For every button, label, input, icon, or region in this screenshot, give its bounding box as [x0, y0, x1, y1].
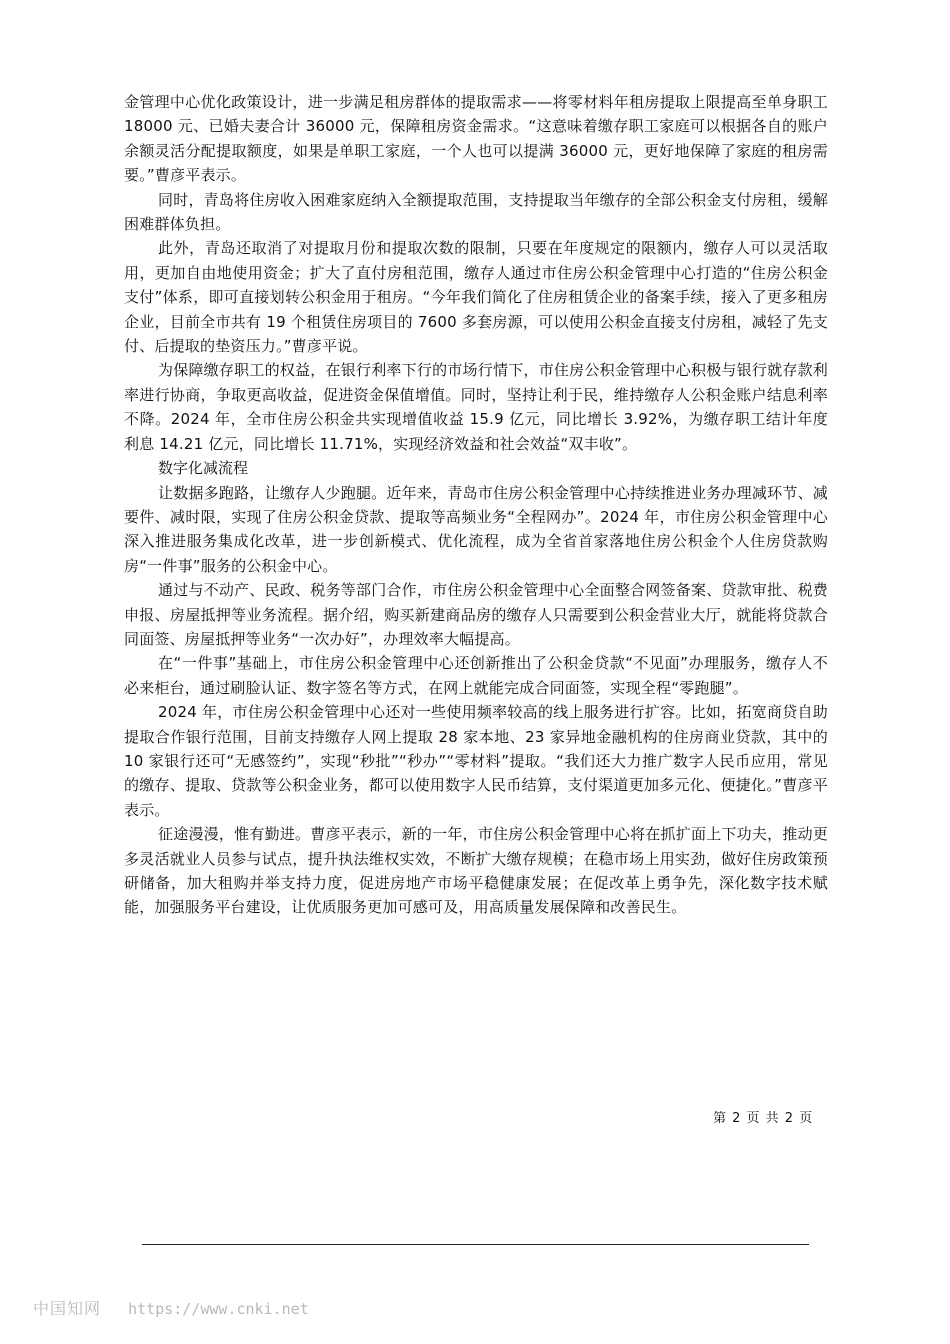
watermark: [33, 1296, 309, 1319]
paragraph: 同时，青岛将住房收入困难家庭纳入全额提取范围，支持提取当年缴存的全部公积金支付房租，缓解困难群体负担。: [124, 190, 828, 234]
paragraph: 2024 年，市住房公积金管理中心还对一些使用频率较高的线上服务进行扩容。比如，拓宽商贷自助提取合作银行范围，目前支持缴存人网上提取 28 家本地、23 家异地金融机构的住房商业贷款，其中的 10 家银行还可“无感签约”，实现“秒批”“秒办”“零材料”提取。“我们还大力推广数字人民币应用，常见的缴存、提取、贷款等公积金业务，都可以使用数字人民币结算，支付渠道更加多元化、便捷化。”曹彦平表示。: [124, 703, 828, 819]
paragraph: 此外，青岛还取消了对提取月份和提取次数的限制，只要在年度规定的限额内，缴存人可以灵活取用，更加自由地使用资金；扩大了直付房租范围，缴存人通过市住房公积金管理中心打造的“住房公积金支付”体系，即可直接划转公积金用于租房。“今年我们简化了住房租赁企业的备案手续，接入了更多租房企业，目前全市共有 19 个租赁住房项目的 7600 多套房源，可以使用公积金直接支付房租，减轻了先支付、后提取的垫资压力。”曹彦平说。: [124, 239, 828, 356]
paragraph: 在“一件事”基础上，市住房公积金管理中心还创新推出了公积金贷款“不见面”办理服务，缴存人不必来柜台，通过刷脸认证、数字签名等方式，在网上就能完成合同面签，实现全程“零跑腿”。: [124, 654, 828, 697]
paragraph: 让数据多跑路，让缴存人少跑腿。近年来，青岛市住房公积金管理中心持续推进业务办理减环节、减要件、减时限，实现了住房公积金贷款、提取等高频业务“全程网办”。2024 年，市住房公积金管理中心深入推进服务集成化改革，进一步创新模式、优化流程，成为全省首家落地住房公积金个人住房贷款购房“一件事”服务的公积金中心。: [124, 483, 828, 575]
paragraph: 征途漫漫，惟有勤进。曹彦平表示，新的一年，市住房公积金管理中心将在抓扩面上下功夫，推动更多灵活就业人员参与试点，提升执法维权实效，不断扩大缴存规模；在稳市场上用实劲，做好住房政策预研储备，加大租购并举支持力度，促进房地产市场平稳健康发展；在促改革上勇争先，深化数字技术赋能，加强服务平台建设，让优质服务更加可感可及，用高质量发展保障和改善民生。: [124, 825, 828, 917]
watermark-url: https://www.cnki.net: [128, 1300, 309, 1318]
section-heading: 数字化减流程: [158, 459, 249, 478]
page-number: 第 2 页 共 2 页: [713, 1111, 814, 1126]
footer-divider: [142, 1244, 809, 1245]
paragraph: 为保障缴存职工的权益，在银行利率下行的市场行情下，市住房公积金管理中心积极与银行就存款利率进行协商，争取更高收益，促进资金保值增值。同时，坚持让利于民，维持缴存人公积金账户结息利率不降。2024 年，全市住房公积金共实现增值收益 15.9 亿元，同比增长 3.92%，为缴存职工结计年度利息 14.21 亿元，同比增长 11.71%，实现经济效益和社会效益“双丰收”。: [124, 361, 828, 453]
paragraph: 金管理中心优化政策设计，进一步满足租房群体的提取需求——将零材料年租房提取上限提高至单身职工 18000 元、已婚夫妻合计 36000 元，保障租房资金需求。“这意味着缴存职工家庭可以根据各自的账户余额灵活分配提取额度，如果是单职工家庭，一个人也可以提满 36000 元，更好地保障了家庭的租房需要。”曹彦平表示。: [124, 93, 828, 185]
article-body: [124, 90, 828, 920]
watermark-site-name: 中国知网: [33, 1299, 102, 1318]
paragraph: 通过与不动产、民政、税务等部门合作，市住房公积金管理中心全面整合网签备案、贷款审批、税费申报、房屋抵押等业务流程。据介绍，购买新建商品房的缴存人只需要到公积金营业大厅，就能将贷款合同面签、房屋抵押等业务“一次办好”，办理效率大幅提高。: [124, 581, 828, 648]
